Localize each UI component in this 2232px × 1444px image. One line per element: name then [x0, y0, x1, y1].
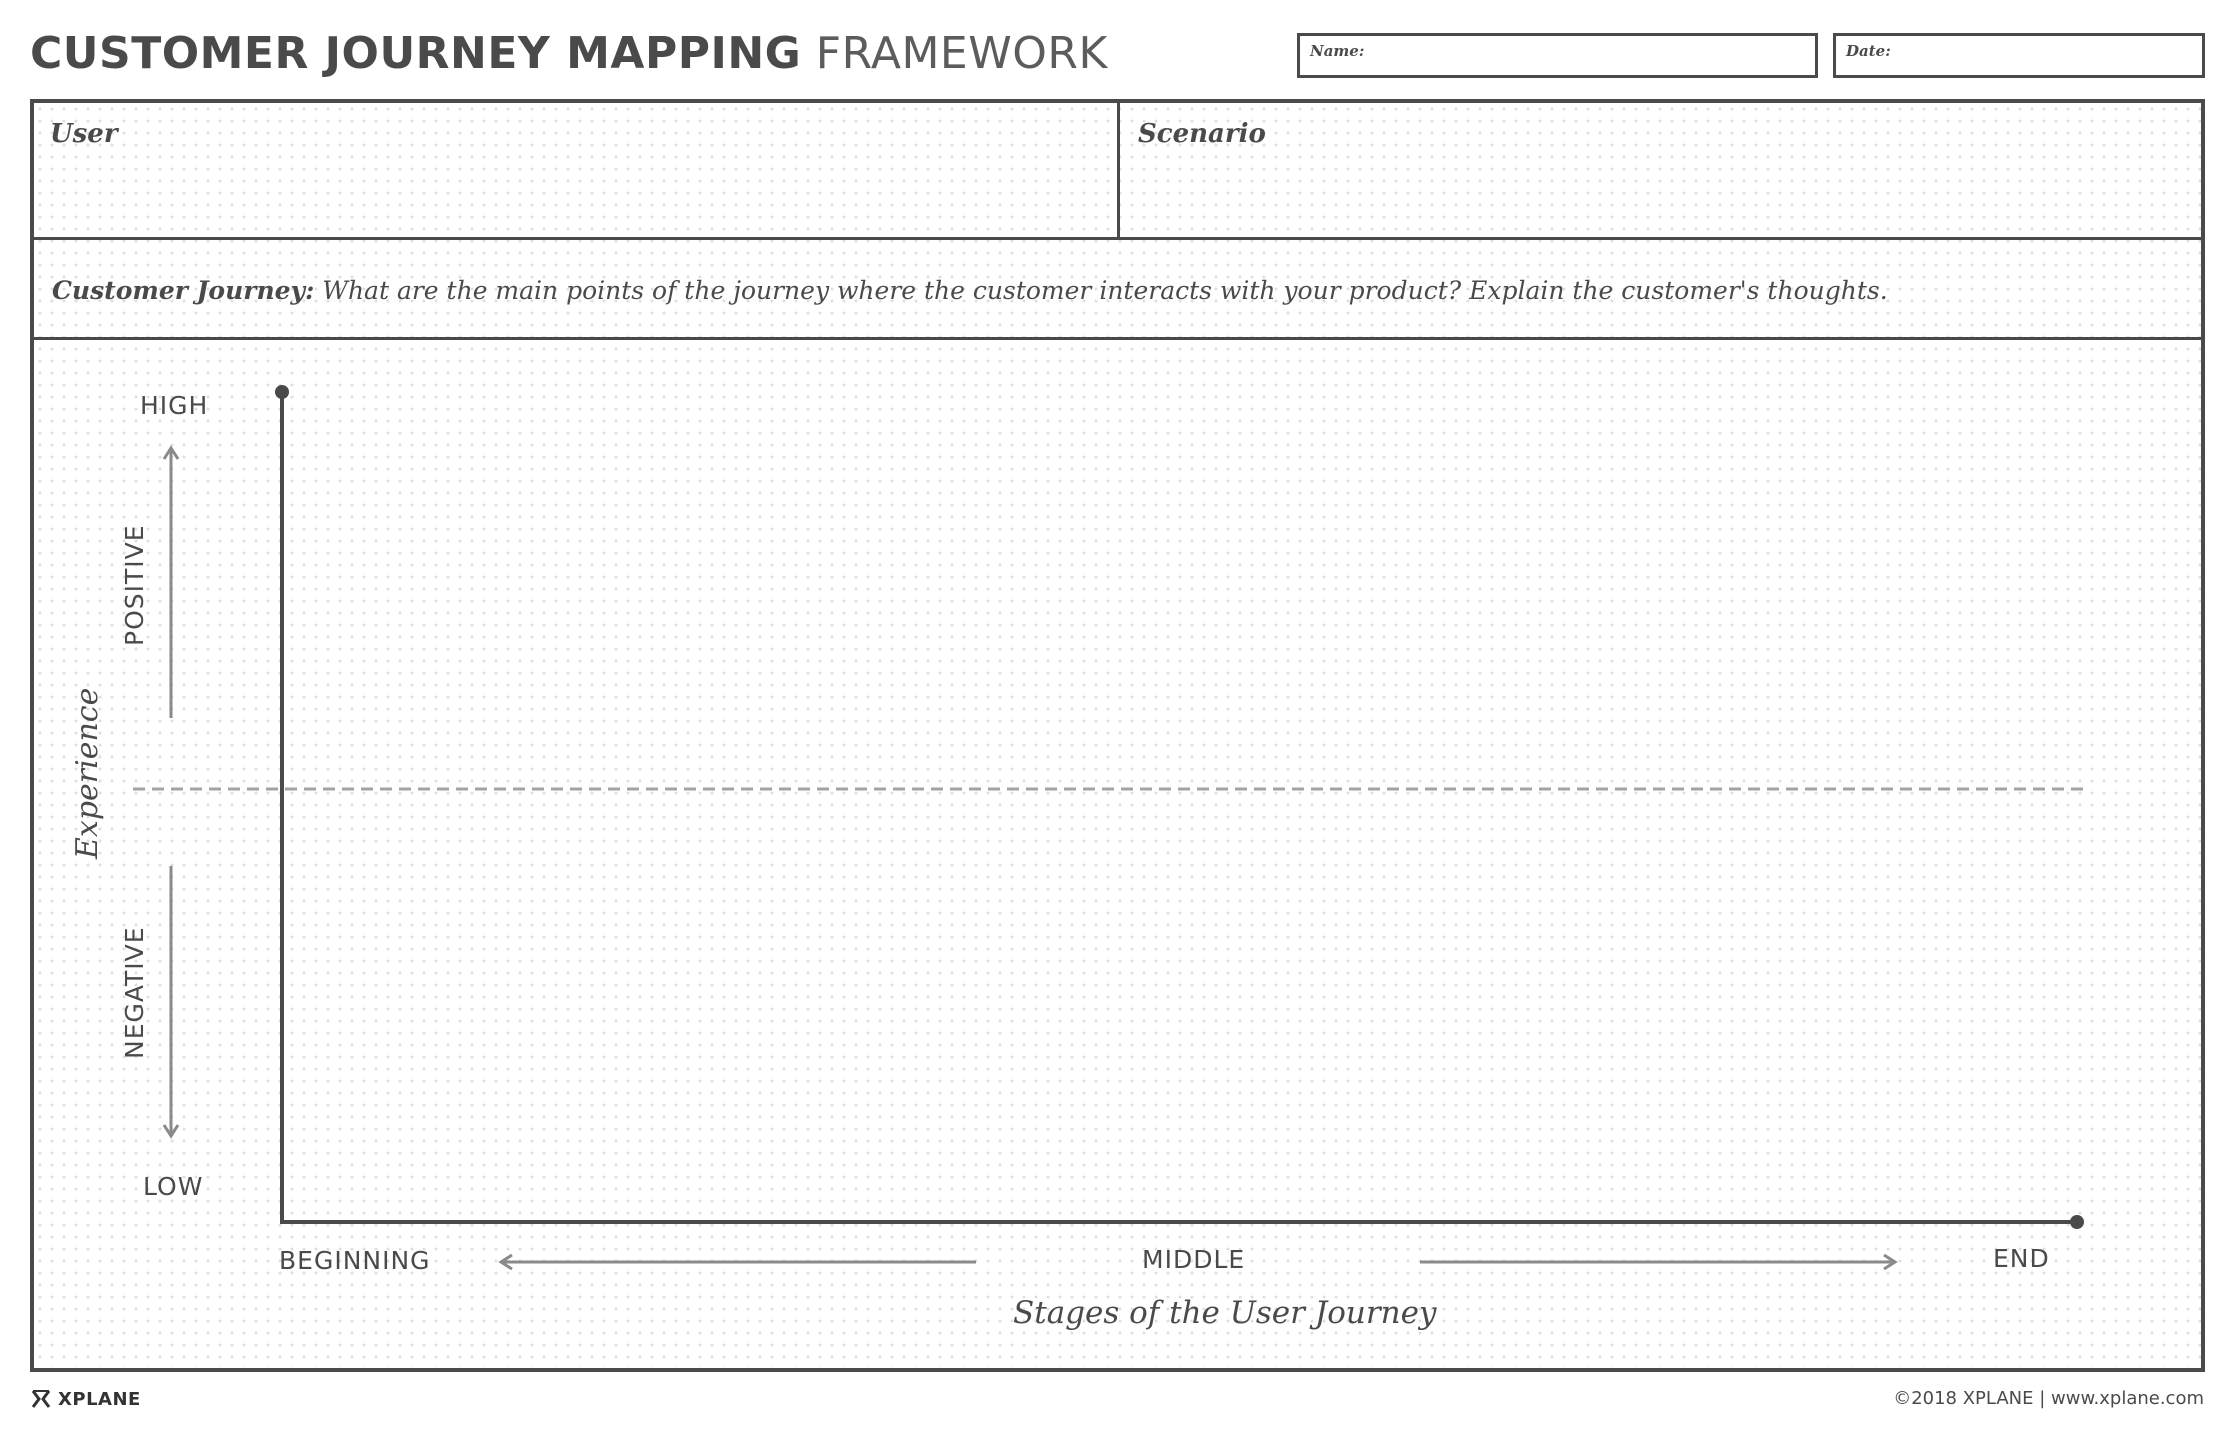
x-axis-label: Stages of the User Journey — [1013, 1295, 1437, 1331]
logo-text: XPLANE — [58, 1388, 141, 1410]
title-light: FRAMEWORK — [815, 28, 1108, 79]
name-label: Name: — [1310, 42, 1365, 60]
journey-label: Customer Journey: — [52, 276, 315, 305]
x-axis-endpoint — [2070, 1215, 2084, 1229]
title-bold: CUSTOMER JOURNEY MAPPING — [30, 28, 802, 79]
x-tick-beginning: BEGINNING — [279, 1246, 431, 1275]
y-tick-high: HIGH — [140, 391, 209, 420]
x-tick-middle: MIDDLE — [1142, 1245, 1246, 1274]
xplane-logo[interactable] — [30, 1388, 141, 1410]
y-region-negative: NEGATIVE — [120, 926, 149, 1059]
journey-question: What are the main points of the journey where the customer interacts with your product? Explain the customer's thoughts. — [322, 276, 1888, 305]
y-axis-endpoint — [275, 385, 289, 399]
scenario-label: Scenario — [1138, 119, 1266, 149]
footer-copyright[interactable]: ©2018 XPLANE | www.xplane.com — [1893, 1388, 2204, 1409]
user-label: User — [50, 119, 118, 149]
y-region-positive: POSITIVE — [120, 524, 149, 646]
y-tick-low: LOW — [143, 1172, 204, 1201]
left-arrow-icon — [501, 1255, 976, 1269]
right-arrow-icon — [1420, 1255, 1895, 1269]
x-tick-end: END — [1993, 1244, 2050, 1273]
xplane-logo-icon — [30, 1388, 52, 1410]
y-axis-label: Experience — [70, 687, 105, 859]
date-label: Date: — [1846, 42, 1891, 60]
